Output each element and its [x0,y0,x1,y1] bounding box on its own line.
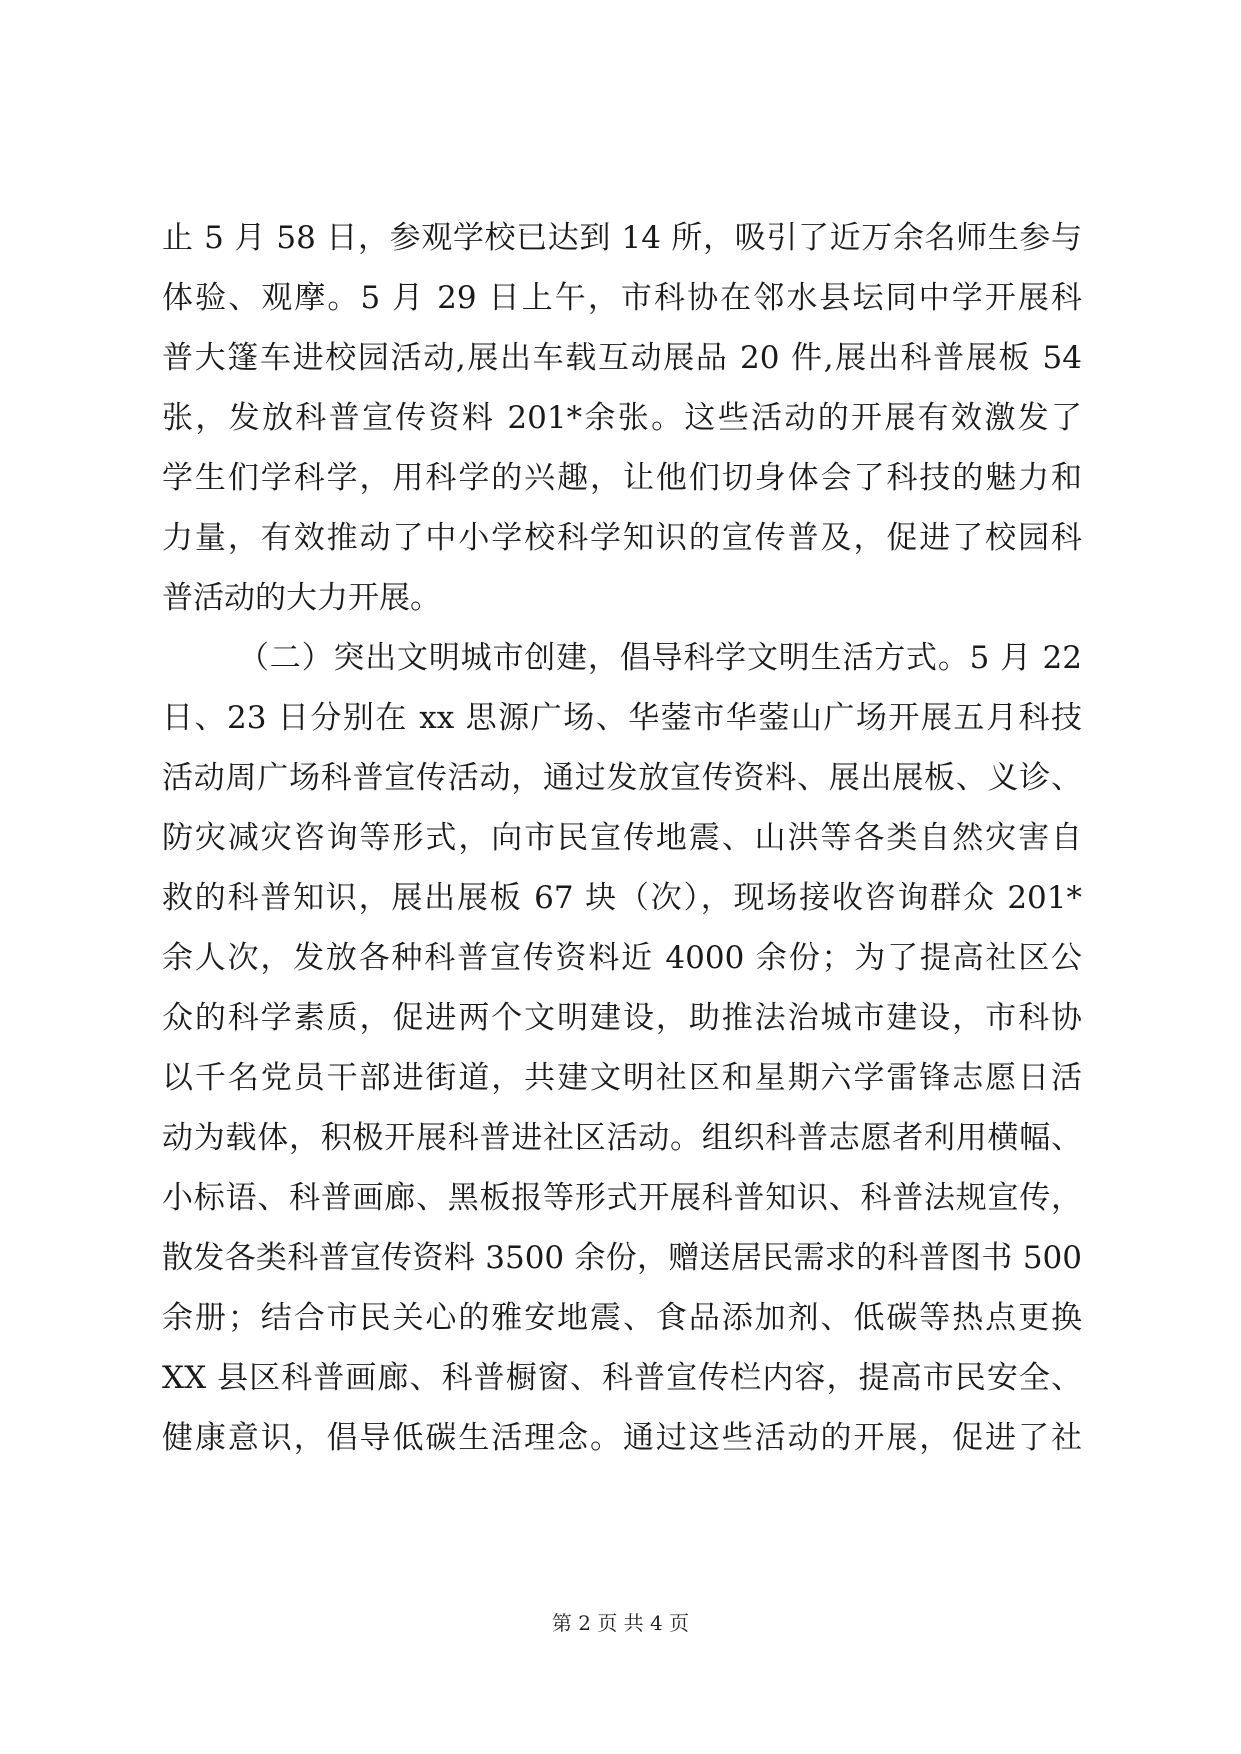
page-number-footer: 第 2 页 共 4 页 [551,1611,690,1635]
text-line: 防灾减灾咨询等形式，向市民宣传地震、山洪等各类自然灾害自 [162,820,1082,856]
text-line: 张，发放科普宣传资料 201*余张。这些活动的开展有效激发了 [162,400,1082,436]
text-line: XX 县区科普画廊、科普橱窗、科普宣传栏内容，提高市民安全、 [162,1360,1082,1396]
text-line: 止 5 月 58 日，参观学校已达到 14 所，吸引了近万余名师生参与 [162,220,1082,256]
text-line: 日、23 日分别在 xx 思源广场、华蓥市华蓥山广场开展五月科技 [162,700,1082,736]
text-line: 小标语、科普画廊、黑板报等形式开展科普知识、科普法规宣传， [162,1180,1082,1216]
text-line: 普活动的大力开展。 [162,580,441,616]
text-line: 动为载体，积极开展科普进社区活动。组织科普志愿者利用横幅、 [162,1120,1082,1156]
text-line: 余人次，发放各种科普宣传资料近 4000 余份；为了提高社区公 [162,940,1082,976]
text-line: 力量，有效推动了中小学校科学知识的宣传普及，促进了校园科 [162,520,1082,556]
text-line: 众的科学素质，促进两个文明建设，助推法治城市建设，市科协 [162,1000,1082,1036]
section-heading-line: （二）突出文明城市创建，倡导科学文明生活方式。5 月 22 [238,640,1082,676]
text-line: 救的科普知识，展出展板 67 块（次），现场接收咨询群众 201* [162,880,1082,916]
text-line: 活动周广场科普宣传活动，通过发放宣传资料、展出展板、义诊、 [162,760,1082,796]
text-line: 余册；结合市民关心的雅安地震、食品添加剂、低碳等热点更换 [162,1300,1082,1336]
text-line: 体验、观摩。5 月 29 日上午，市科协在邻水县坛同中学开展科 [162,280,1082,316]
text-line: 以千名党员干部进街道，共建文明社区和星期六学雷锋志愿日活 [162,1060,1082,1096]
text-line: 普大篷车进校园活动,展出车载互动展品 20 件,展出科普展板 54 [162,340,1082,376]
text-line: 散发各类科普宣传资料 3500 余份，赠送居民需求的科普图书 500 [162,1240,1082,1276]
text-line: 健康意识，倡导低碳生活理念。通过这些活动的开展，促进了社 [162,1420,1082,1456]
text-line: 学生们学科学，用科学的兴趣，让他们切身体会了科技的魅力和 [162,460,1082,496]
